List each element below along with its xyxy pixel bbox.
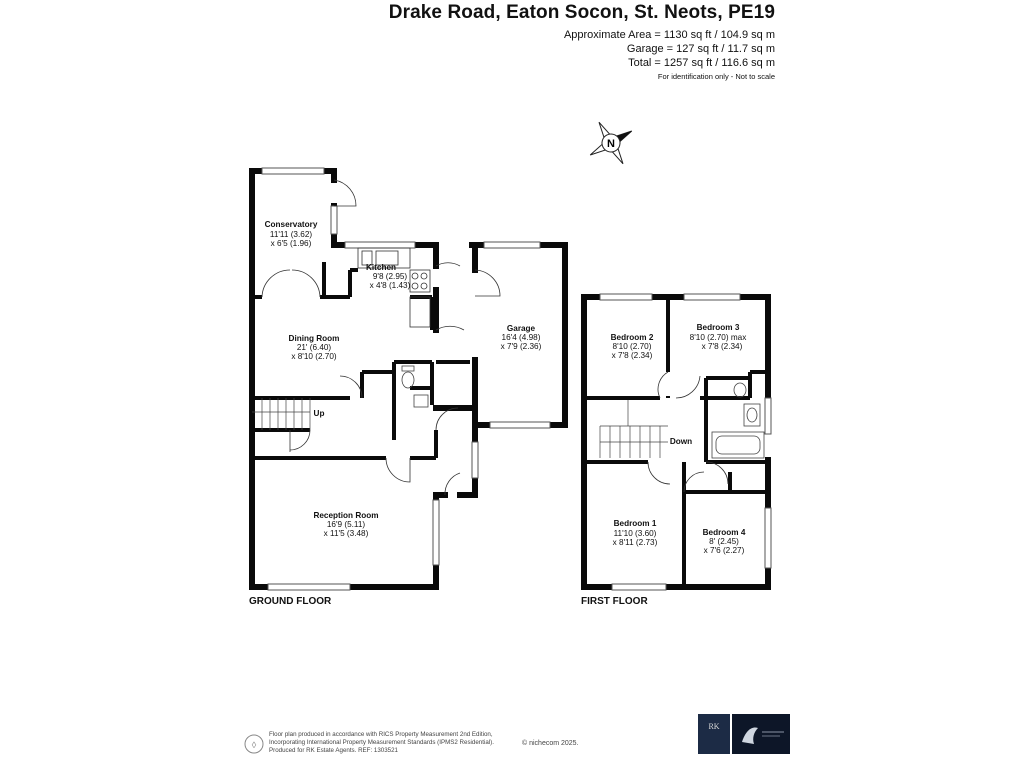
room-dim2-garage: x 7'9 (2.36) <box>500 342 542 351</box>
scale-note: For identification only - Not to scale <box>657 72 775 81</box>
room-name-dining: Dining Room <box>288 334 340 343</box>
room-dim1-bedroom3: 8'10 (2.70) max <box>689 333 747 342</box>
room-dim1-kitchen: 9'8 (2.95) <box>372 272 408 281</box>
room-labels <box>265 220 747 555</box>
room-name-bedroom3: Bedroom 3 <box>696 323 740 332</box>
property-address: Drake Road, Eaton Socon, St. Neots, PE19 <box>388 2 775 23</box>
room-dim1-dining: 21' (6.40) <box>296 343 332 352</box>
rk-logo-text: RK <box>708 722 720 731</box>
rk-logo <box>698 714 730 754</box>
room-dim2-dining: x 8'10 (2.70) <box>291 352 337 361</box>
room-name-bedroom2: Bedroom 2 <box>610 333 654 342</box>
room-name-garage: Garage <box>506 324 536 333</box>
room-dim1-bedroom1: 11'10 (3.60) <box>613 529 657 538</box>
ground-floor-label: GROUND FLOOR <box>249 596 332 607</box>
room-dim1-bedroom2: 8'10 (2.70) <box>612 342 652 351</box>
footer-line-3: Produced for RK Estate Agents. REF: 1303521 <box>269 747 398 754</box>
room-dim2-bedroom2: x 7'8 (2.34) <box>611 351 653 360</box>
footer-line-1: Floor plan produced in accordance with RICS Property Measurement 2nd Edition, <box>269 731 493 738</box>
room-name-kitchen: Kitchen <box>365 263 397 272</box>
approximate-area: Approximate Area = 1130 sq ft / 104.9 sq m <box>563 29 775 41</box>
nichecom-copyright: © nichecom 2025. <box>522 740 579 747</box>
stairs-up-label: Up <box>313 409 325 418</box>
room-dim2-bedroom4: x 7'6 (2.27) <box>703 546 745 555</box>
room-dim2-kitchen: x 4'8 (1.43) <box>369 281 411 290</box>
first-floor-stairs <box>600 400 668 458</box>
room-dim2-bedroom1: x 8'11 (2.73) <box>612 538 658 547</box>
garage-area: Garage = 127 sq ft / 11.7 sq m <box>626 43 775 55</box>
room-dim1-reception: 16'9 (5.11) <box>326 520 366 529</box>
room-name-bedroom4: Bedroom 4 <box>702 528 746 537</box>
rics-badge-icon <box>245 735 263 753</box>
ground-floor-stairs <box>252 398 310 430</box>
first-floor-label: FIRST FLOOR <box>581 596 648 607</box>
room-dim2-reception: x 11'5 (3.48) <box>323 529 369 538</box>
room-dim1-conservatory: 11'11 (3.62) <box>269 230 313 239</box>
footer-line-2: Incorporating International Property Measurement Standards (IPMS2 Residential). <box>269 739 494 746</box>
agent-logo-panel <box>732 714 790 754</box>
room-dim2-bedroom3: x 7'8 (2.34) <box>701 342 743 351</box>
compass-icon <box>578 110 644 176</box>
room-name-reception: Reception Room <box>313 511 379 520</box>
room-name-conservatory: Conservatory <box>264 220 318 229</box>
stairs-down-label: Down <box>669 437 693 446</box>
room-name-bedroom1: Bedroom 1 <box>613 519 657 528</box>
total-area: Total = 1257 sq ft / 116.6 sq m <box>628 57 775 69</box>
svg-text:◊: ◊ <box>251 740 257 750</box>
room-dim1-garage: 16'4 (4.98) <box>501 333 541 342</box>
room-dim1-bedroom4: 8' (2.45) <box>709 537 739 546</box>
compass-north-label: N <box>607 138 615 150</box>
bathroom-fittings <box>712 383 764 458</box>
agent-emblem-icon <box>732 714 790 754</box>
room-dim2-conservatory: x 6'5 (1.96) <box>270 239 312 248</box>
